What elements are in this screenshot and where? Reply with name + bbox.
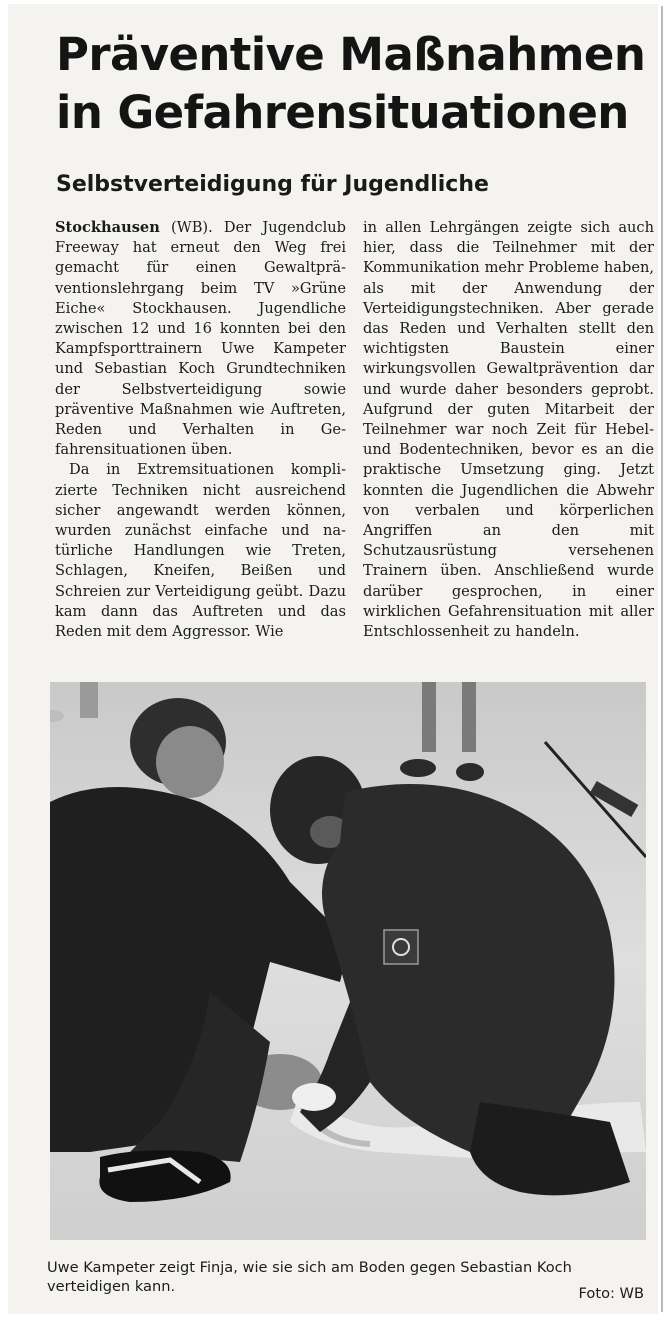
- article-column-1: [55, 218, 346, 642]
- photo-credit: Foto: WB: [578, 1285, 644, 1302]
- scan-edge-line: [661, 6, 663, 1312]
- photo-illustration: [50, 682, 646, 1240]
- dateline: Stockhausen: [55, 219, 160, 236]
- headline: [56, 26, 656, 142]
- headline-line-1: Präventive Maßnahmen: [56, 28, 646, 81]
- article-paragraph-2: Da in Extremsituationen komplizierte Techniken nicht ausreichend sicher angewandt werden können, wurden zunächst einfache und natürliche Handlungen wie Treten, Schlagen, Kneifen, Beißen und Schreien zur Verteidigung geübt. Dazu kam dann das Auftreten und das Reden mit dem Aggressor. Wie: [55, 461, 346, 641]
- paragraph-1-text: (WB). Der Jugendclub Freeway hat erneut den Weg frei gemacht für einen Gewaltpräventionslehrgang beim TV »Grüne Eiche« Stockhausen. Jugendliche zwischen 12 und 16 konnten bei den Kampfsporttrainern Uwe Kampeter und Sebastian Koch Grundtechniken der Selbstverteidigung sowie präventive Maßnahmen wie Auftreten, Reden und Verhalten in Gefahrensituationen üben.: [55, 219, 346, 459]
- article-paragraph-1: [55, 218, 346, 460]
- club-patch: [384, 930, 418, 964]
- article-photo: [50, 682, 646, 1240]
- article-paragraph-3: in allen Lehrgängen zeigte sich auch hier, dass die Teilnehmer mit der Kommunikation mehr Probleme haben, als mit der Anwendung der Verteidigungstechniken. Aber gerade das Reden und Verhalten stellt den wichtigsten Baustein einer wirkungsvollen Gewaltprävention dar und wurde daher besonders geprobt. Aufgrund der guten Mitarbeit der Teilnehmer war noch Zeit für Hebel- und Bodentechniken, bevor es an die praktische Umsetzung ging. Jetzt konnten die Jugendlichen die Abwehr von verbalen und körperlichen Angriffen an den mit Schutzausrüstung versehenen Trainern üben. Anschließend wurde darüber gesprochen, in einer wirklichen Gefahrensituation mit aller Entschlossenheit zu handeln.: [363, 219, 654, 641]
- subheadline: Selbstverteidigung für Jugendliche: [56, 172, 489, 197]
- article-column-2: [363, 218, 654, 642]
- hand: [292, 1083, 336, 1111]
- photo-caption: Uwe Kampeter zeigt Finja, wie sie sich am Boden gegen Sebastian Koch verteidigen kann.: [47, 1259, 572, 1295]
- headline-line-2: in Gefahrensituationen: [56, 86, 629, 139]
